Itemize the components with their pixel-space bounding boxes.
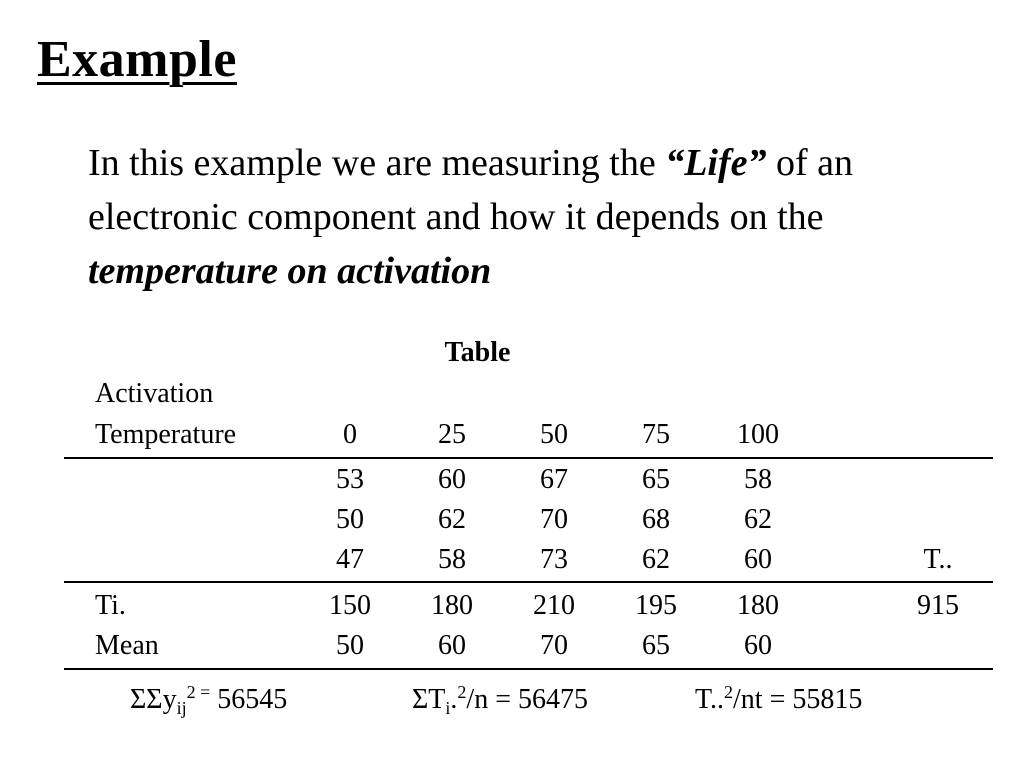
total-cell: 180: [431, 590, 473, 621]
slide-title: Example: [37, 31, 237, 88]
intro-text-2: of an electronic component and how it depends on the: [88, 142, 854, 238]
formula-3-superscript: 2: [724, 682, 734, 702]
formula-grand-total: [695, 675, 862, 717]
formula-2-prefix: ΣT: [412, 684, 446, 715]
total-cell: 150: [329, 590, 371, 621]
data-cell: 65: [642, 464, 670, 495]
formula-3-value: /nt = 55815: [733, 684, 863, 715]
intro-text-1: In this example we are measuring the: [88, 142, 666, 184]
formula-sum-squares: [130, 675, 287, 725]
data-cell: 62: [642, 544, 670, 575]
header-temp-0: 0: [343, 419, 357, 450]
data-cell: 60: [438, 464, 466, 495]
formula-3-prefix: T..: [695, 684, 725, 715]
header-temp-25: 25: [438, 419, 466, 450]
formula-1-prefix: ΣΣy: [130, 684, 177, 715]
formula-1-superscript: 2 =: [186, 682, 211, 702]
data-cell: 73: [540, 544, 568, 575]
formula-2-dot: .: [450, 684, 458, 715]
data-cell: 67: [540, 464, 568, 495]
intro-paragraph: [88, 136, 968, 298]
header-divider: [64, 457, 993, 459]
formula-treatment-totals: [412, 675, 588, 725]
total-cell: 210: [533, 590, 575, 621]
means-divider: [64, 668, 993, 670]
formula-1-subscript: ij: [176, 698, 187, 718]
data-cell: 47: [336, 544, 364, 575]
mean-cell: 60: [744, 630, 772, 661]
header-label-temperature: Temperature: [95, 419, 237, 450]
data-cell: 53: [336, 464, 364, 495]
total-cell: 180: [737, 590, 779, 621]
data-cell: 58: [438, 544, 466, 575]
formula-1-value: 56545: [210, 684, 288, 715]
intro-emphasis-life: “Life”: [665, 142, 767, 184]
data-cell: 70: [540, 504, 568, 535]
header-temp-75: 75: [642, 419, 670, 450]
header-temp-50: 50: [540, 419, 568, 450]
mean-cell: 65: [642, 630, 670, 661]
data-cell: 68: [642, 504, 670, 535]
formula-2-superscript: 2: [457, 682, 467, 702]
mean-cell: 50: [336, 630, 364, 661]
data-cell: 58: [744, 464, 772, 495]
totals-label: Ti.: [95, 590, 126, 621]
data-cell: 62: [438, 504, 466, 535]
formula-2-value: /n = 56475: [466, 684, 588, 715]
mean-cell: 60: [438, 630, 466, 661]
grand-total-label: T..: [923, 544, 953, 575]
data-divider: [64, 581, 993, 583]
grand-total-value: 915: [917, 590, 959, 621]
data-cell: 62: [744, 504, 772, 535]
header-label-activation: Activation: [95, 378, 214, 409]
header-temp-100: 100: [737, 419, 779, 450]
mean-label: Mean: [95, 630, 159, 661]
data-cell: 50: [336, 504, 364, 535]
total-cell: 195: [635, 590, 677, 621]
data-cell: 60: [744, 544, 772, 575]
mean-cell: 70: [540, 630, 568, 661]
intro-emphasis-temperature: temperature on activation: [88, 250, 492, 292]
table-caption: Table: [444, 337, 511, 368]
formula-2-subscript: i: [445, 698, 451, 718]
